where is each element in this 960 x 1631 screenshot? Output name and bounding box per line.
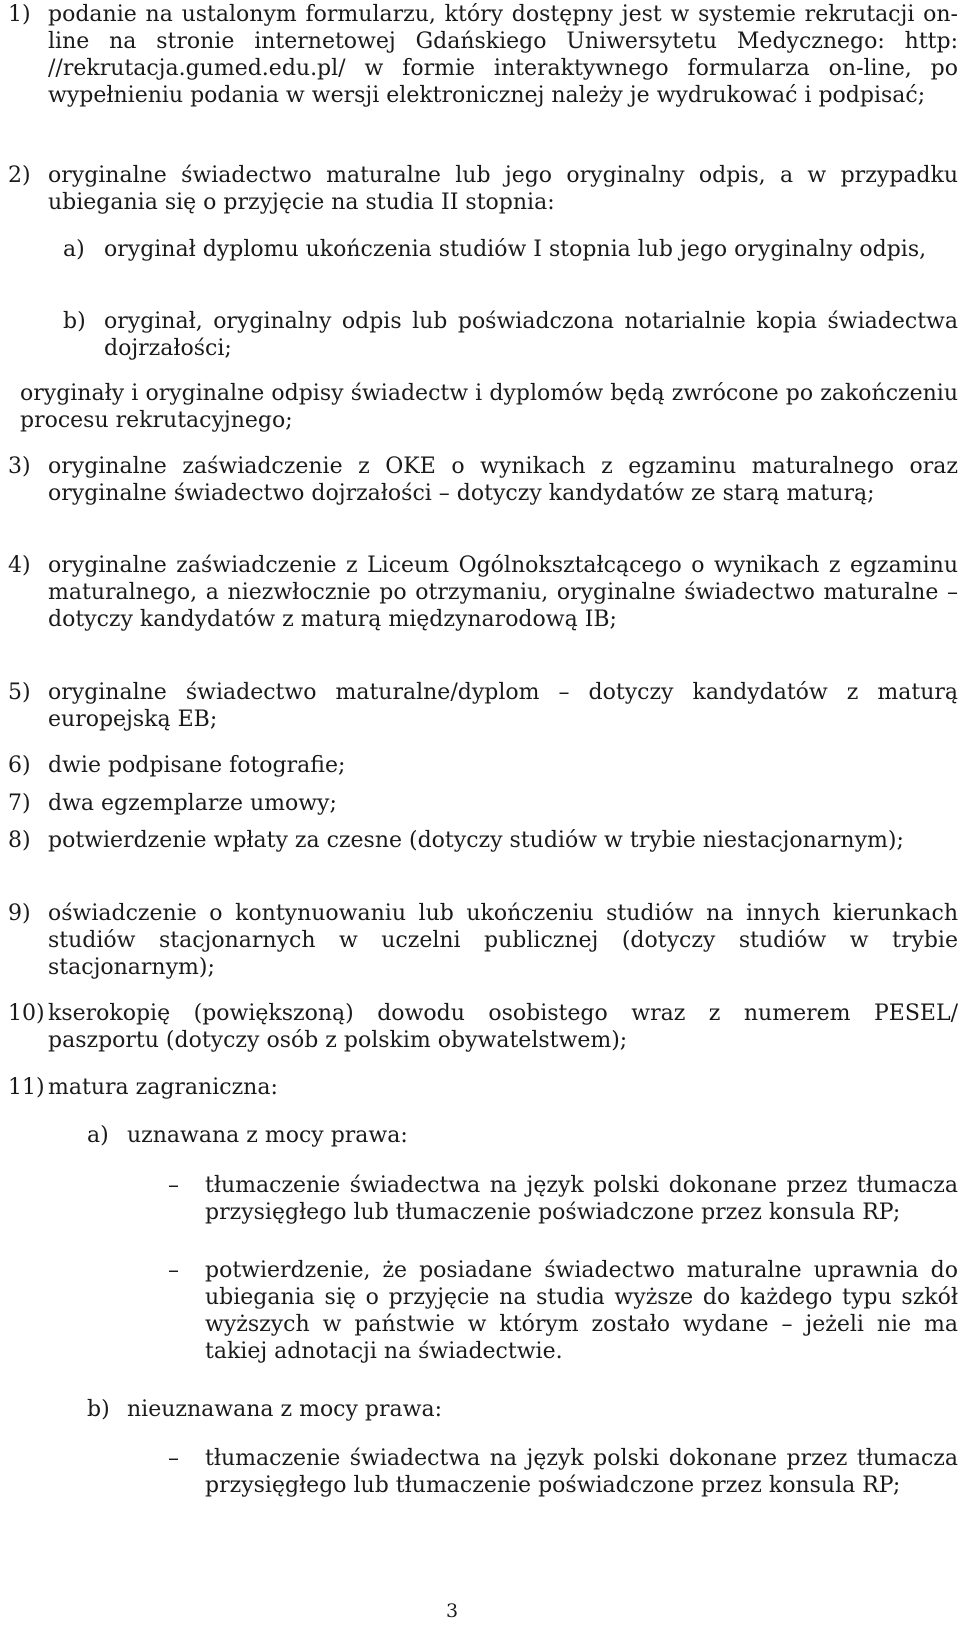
list-subitem bbox=[63, 308, 958, 362]
dash-item bbox=[168, 1172, 958, 1226]
list-item bbox=[8, 1000, 958, 1054]
item-text: matura zagraniczna: bbox=[48, 1075, 278, 1100]
subitem-text: oryginał dyplomu ukończenia studiów I stopnia lub jego oryginalny odpis, bbox=[104, 237, 927, 262]
item-text: oryginalne świadectwo maturalne lub jego oryginalny odpis, a w przypadku ubiegania się o przyjęcie na studia II stopnia: bbox=[48, 163, 958, 215]
item-text: kserokopię (powiększoną) dowodu osobistego wraz z numerem PESEL/ paszportu (dotyczy osób z polskim obywatelstwem); bbox=[48, 1001, 958, 1053]
item-text: oryginalne świadectwo maturalne/dyplom – dotyczy kandydatów z maturą europejską EB; bbox=[48, 680, 958, 732]
subitem-text: oryginał, oryginalny odpis lub poświadczona notarialnie kopia świadectwa dojrzałości; bbox=[104, 309, 958, 361]
subitem-letter: a) bbox=[63, 237, 85, 262]
dash-bullet: – bbox=[168, 1258, 179, 1283]
list-subitem bbox=[87, 1122, 958, 1149]
dash-item-text: potwierdzenie, że posiadane świadectwo maturalne uprawnia do ubiegania się o przyjęcie na studia wyższe do każdego typu szkół wyższych w państwie w którym zostało wydane – jeżeli nie ma takiej adnotacji na świadectwie. bbox=[205, 1258, 958, 1364]
list-item bbox=[8, 1074, 958, 1101]
item-number: 8) bbox=[8, 828, 31, 853]
item-text: podanie na ustalonym formularzu, który dostępny jest w systemie rekrutacji on-line na stronie internetowej Gdańskiego Uniwersytetu Medycznego: http: //rekrutacja.gumed.edu.pl/ w formie interaktywnego formularza on-line, po wypełnieniu podania w wersji elektronicznej należy je wydrukować i podpisać; bbox=[48, 2, 958, 108]
subitem-text: uznawana z mocy prawa: bbox=[127, 1123, 408, 1148]
item-text: oryginalne zaświadczenie z Liceum Ogólnokształcącego o wynikach z egzaminu maturalnego, a niezwłocznie po otrzymaniu, oryginalne świadectwo maturalne – dotyczy kandydatów z maturą międzynarodową IB; bbox=[48, 553, 958, 632]
item-number: 7) bbox=[8, 791, 31, 816]
dash-item bbox=[168, 1445, 958, 1499]
subitem-text: nieuznawana z mocy prawa: bbox=[127, 1397, 443, 1422]
list-item bbox=[8, 679, 958, 733]
list-item bbox=[8, 827, 958, 854]
item-number: 5) bbox=[8, 680, 31, 705]
item-text: dwie podpisane fotografie; bbox=[48, 753, 346, 778]
dash-item-text: tłumaczenie świadectwa na język polski dokonane przez tłumacza przysięgłego lub tłumaczenie poświadczone przez konsula RP; bbox=[205, 1173, 958, 1225]
list-subitem bbox=[87, 1396, 958, 1423]
list-item bbox=[8, 453, 958, 507]
list-item bbox=[8, 900, 958, 981]
dash-item-text: tłumaczenie świadectwa na język polski dokonane przez tłumacza przysięgłego lub tłumaczenie poświadczone przez konsula RP; bbox=[205, 1446, 958, 1498]
list-item bbox=[8, 162, 958, 216]
list-item bbox=[8, 552, 958, 633]
list-item bbox=[8, 790, 958, 817]
item-text: dwa egzemplarze umowy; bbox=[48, 791, 337, 816]
item-number: 6) bbox=[8, 753, 31, 778]
note-paragraph: oryginały i oryginalne odpisy świadectw i dyplomów będą zwrócone po zakończeniu procesu rekrutacyjnego; bbox=[20, 381, 958, 433]
subitem-letter: a) bbox=[87, 1123, 109, 1148]
item-text: oryginalne zaświadczenie z OKE o wynikach z egzaminu maturalnego oraz oryginalne świadectwo dojrzałości – dotyczy kandydatów ze starą maturą; bbox=[48, 454, 958, 506]
page-number: 3 bbox=[446, 1600, 459, 1622]
item-number: 10) bbox=[8, 1001, 45, 1026]
item-number: 1) bbox=[8, 2, 31, 27]
subitem-letter: b) bbox=[87, 1397, 110, 1422]
item-text: oświadczenie o kontynuowaniu lub ukończeniu studiów na innych kierunkach studiów stacjonarnych w uczelni publicznej (dotyczy studiów w trybie stacjonarnym); bbox=[48, 901, 958, 980]
list-item bbox=[8, 752, 958, 779]
item-number: 4) bbox=[8, 553, 31, 578]
item-number: 9) bbox=[8, 901, 31, 926]
item-text: potwierdzenie wpłaty za czesne (dotyczy studiów w trybie niestacjonarnym); bbox=[48, 828, 904, 853]
list-item bbox=[8, 1, 958, 109]
item-number: 11) bbox=[8, 1075, 45, 1100]
dash-bullet: – bbox=[168, 1173, 179, 1198]
dash-item bbox=[168, 1257, 958, 1365]
list-subitem bbox=[63, 236, 958, 263]
item-number: 2) bbox=[8, 163, 31, 188]
item-number: 3) bbox=[8, 454, 31, 479]
dash-bullet: – bbox=[168, 1446, 179, 1471]
subitem-letter: b) bbox=[63, 309, 86, 334]
